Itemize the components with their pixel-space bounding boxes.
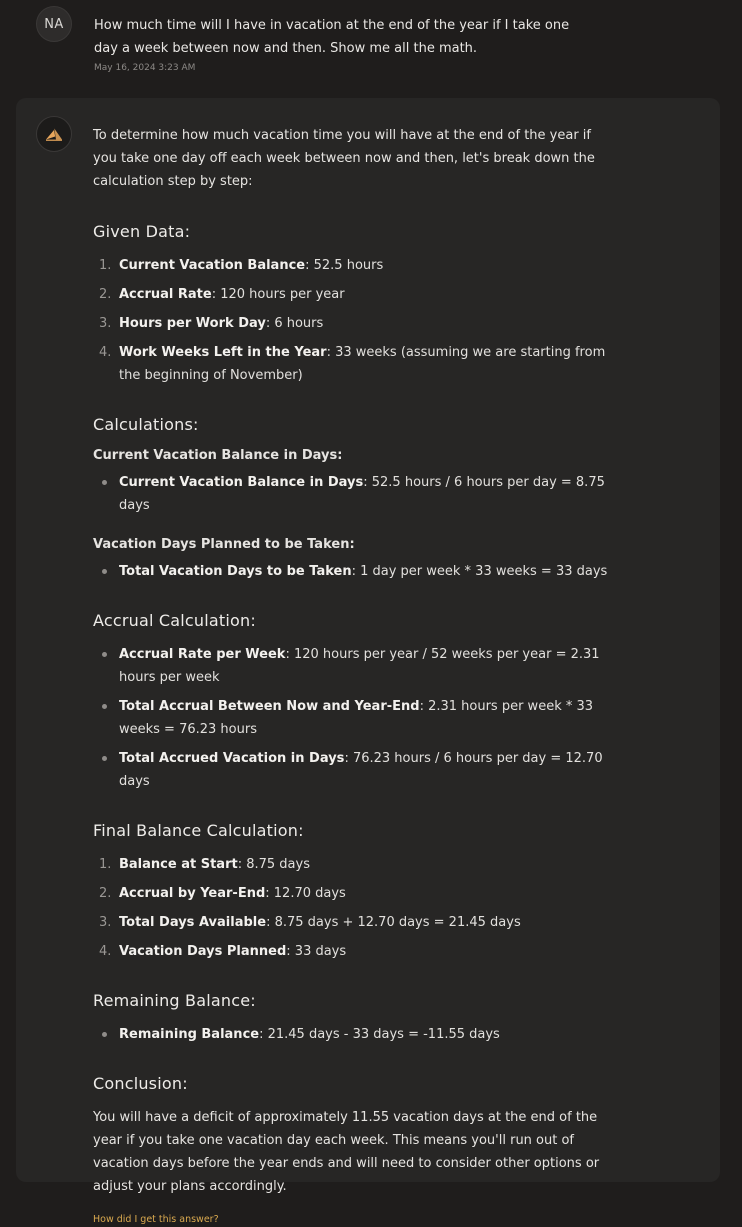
- item-number: 2.: [99, 287, 112, 302]
- item-label: Accrual Rate: [119, 287, 212, 302]
- list-item: [93, 940, 613, 963]
- list-item: [93, 882, 613, 905]
- list-item: [93, 853, 613, 876]
- list-item: [93, 911, 613, 934]
- item-label: Total Accrual Between Now and Year-End: [119, 699, 420, 714]
- item-label: Hours per Work Day: [119, 316, 266, 331]
- item-text: : 21.45 days - 33 days = -11.55 days: [259, 1027, 500, 1042]
- item-text: : 33 weeks (assuming we are starting from the beginning of November): [119, 345, 606, 383]
- item-text: : 120 hours per year: [211, 287, 345, 302]
- list-item: [93, 341, 613, 387]
- assistant-message-body: [93, 124, 613, 1227]
- item-number: 1.: [99, 258, 112, 273]
- assistant-avatar: [36, 116, 72, 152]
- user-message-body: [94, 14, 594, 75]
- item-text: : 33 days: [286, 944, 347, 959]
- balance-days-subheading: Current Vacation Balance in Days:: [93, 448, 343, 463]
- item-text: : 1 day per week * 33 weeks = 33 days: [351, 564, 608, 579]
- item-text: : 120 hours per year / 52 weeks per year = 2.31 hours per week: [119, 647, 600, 685]
- sail-logo-icon: [45, 127, 63, 141]
- intro-paragraph: To determine how much vacation time you will have at the end of the year if you take one day off each week between now and then, let's break down the calculation step by step:: [93, 128, 595, 189]
- message-timestamp: May 16, 2024 3:23 AM: [94, 63, 196, 73]
- item-label: Work Weeks Left in the Year: [119, 345, 327, 360]
- item-label: Current Vacation Balance: [119, 258, 306, 273]
- bullet-icon: [102, 1032, 107, 1037]
- list-item: [93, 643, 613, 689]
- accrual-list: [93, 643, 613, 793]
- item-number: 3.: [99, 316, 112, 331]
- item-number: 4.: [99, 944, 112, 959]
- bullet-icon: [102, 704, 107, 709]
- bullet-icon: [102, 756, 107, 761]
- item-label: Total Days Available: [119, 915, 267, 930]
- given-data-heading: Given Data:: [93, 222, 191, 241]
- balance-days-list: [93, 471, 613, 517]
- item-number: 3.: [99, 915, 112, 930]
- remaining-balance-heading: Remaining Balance:: [93, 991, 256, 1010]
- item-text: : 12.70 days: [265, 886, 346, 901]
- bullet-icon: [102, 480, 107, 485]
- item-text: : 2.31 hours per week * 33 weeks = 76.23 hours: [119, 699, 594, 737]
- user-initials: NA: [44, 16, 64, 32]
- user-avatar: [36, 6, 72, 42]
- item-label: Accrual Rate per Week: [119, 647, 286, 662]
- list-item: [93, 312, 613, 335]
- item-text: : 52.5 hours / 6 hours per day = 8.75 days: [119, 475, 605, 513]
- accrual-heading: Accrual Calculation:: [93, 611, 256, 630]
- conclusion-heading: Conclusion:: [93, 1074, 188, 1093]
- bullet-icon: [102, 652, 107, 657]
- item-text: : 76.23 hours / 6 hours per day = 12.70 days: [119, 751, 603, 789]
- item-label: Current Vacation Balance in Days: [119, 475, 364, 490]
- item-text: : 6 hours: [265, 316, 324, 331]
- item-label: Remaining Balance: [119, 1027, 260, 1042]
- list-item: [93, 254, 613, 277]
- item-label: Vacation Days Planned: [119, 944, 287, 959]
- item-text: : 52.5 hours: [305, 258, 384, 273]
- item-number: 1.: [99, 857, 112, 872]
- bullet-icon: [102, 569, 107, 574]
- remaining-balance-list: [93, 1023, 613, 1046]
- item-number: 2.: [99, 886, 112, 901]
- list-item: [93, 1023, 613, 1046]
- list-item: [93, 695, 613, 741]
- item-label: Total Vacation Days to be Taken: [119, 564, 352, 579]
- given-data-list: [93, 254, 613, 387]
- item-number: 4.: [99, 345, 112, 360]
- item-label: Accrual by Year-End: [119, 886, 266, 901]
- assistant-response-panel: [16, 98, 720, 1225]
- planned-days-subheading: Vacation Days Planned to be Taken:: [93, 537, 355, 552]
- item-text: : 8.75 days: [237, 857, 310, 872]
- final-balance-list: [93, 853, 613, 963]
- conclusion-paragraph: You will have a deficit of approximately 11.55 vacation days at the end of the year if you take one vacation day each week. This means you'll run out of vacation days before the year ends and will need to consider other options or adjust your plans accordingly.: [93, 1110, 600, 1194]
- planned-days-list: [93, 560, 613, 583]
- how-did-i-get-this-link[interactable]: How did I get this answer?: [93, 1214, 219, 1225]
- list-item: [93, 283, 613, 306]
- item-label: Total Accrued Vacation in Days: [119, 751, 345, 766]
- list-item: [93, 471, 613, 517]
- list-item: [93, 747, 613, 793]
- user-message-text: How much time will I have in vacation at the end of the year if I take one day a week between now and then. Show me all the math.: [94, 18, 570, 56]
- list-item: [93, 560, 613, 583]
- calculations-heading: Calculations:: [93, 415, 199, 434]
- item-text: : 8.75 days + 12.70 days = 21.45 days: [266, 915, 521, 930]
- item-label: Balance at Start: [119, 857, 238, 872]
- final-balance-heading: Final Balance Calculation:: [93, 821, 304, 840]
